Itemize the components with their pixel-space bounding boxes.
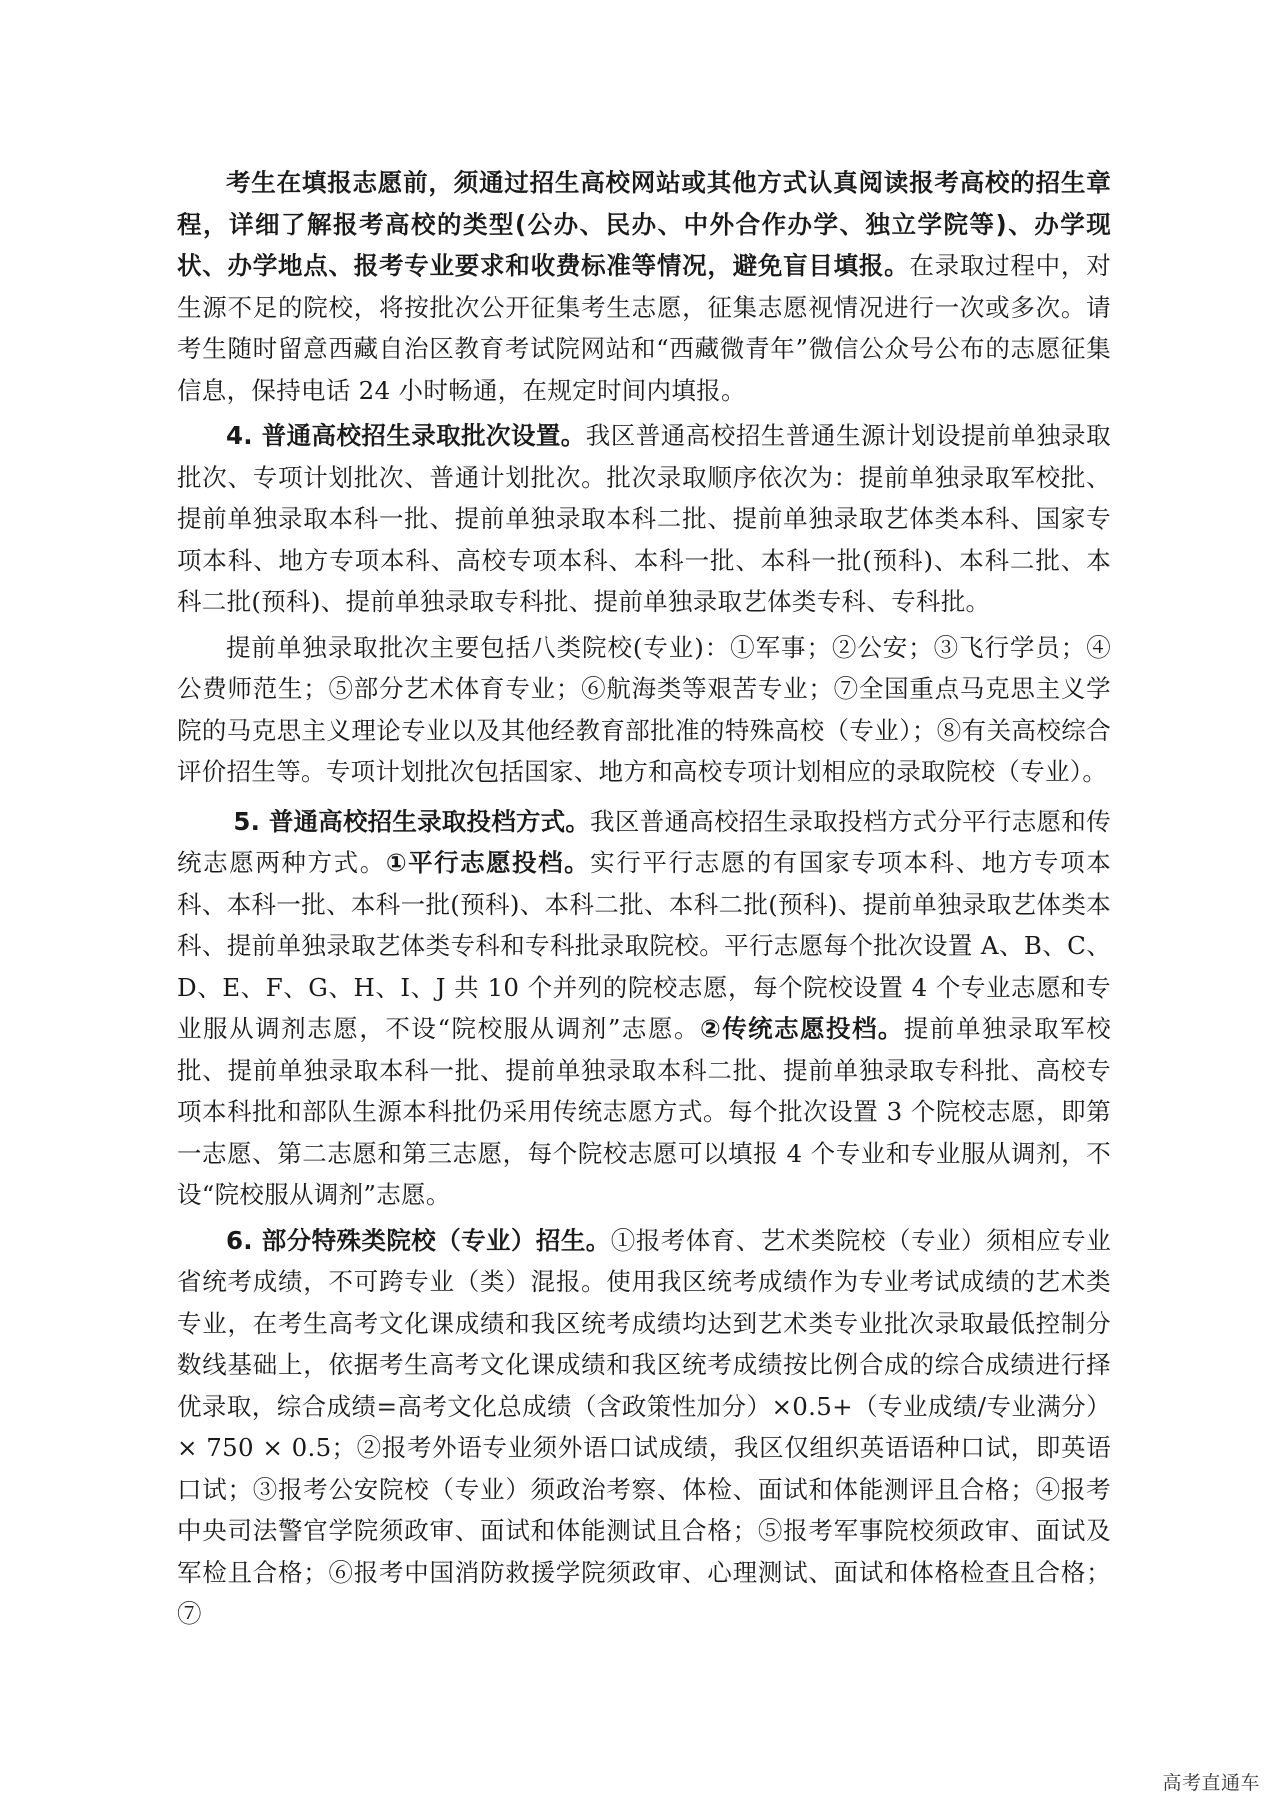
paragraph-special-colleges xyxy=(177,1220,1111,1635)
document-body xyxy=(177,162,1111,1635)
paragraph-text: 提前单独录取军校批、提前单独录取本科一批、提前单独录取本科二批、提前单独录取专科批、高校专项本科批和部队生源本科批仍采用传统志愿方式。每个批次设置 3 个院校志愿，即第一志愿、第二志愿和第三志愿，每个院校志愿可以填报 4 个专业和专业服从调剂，不设“院校服从调剂”志愿。 xyxy=(177,1014,1112,1209)
section-heading-4: 4. 普通高校招生录取批次设置。 xyxy=(226,421,586,450)
paragraph-early-admission xyxy=(177,627,1111,793)
paragraph-text: ①报考体育、艺术类院校（专业）须相应专业省统考成绩，不可跨专业（类）混报。使用我区统考成绩作为专业考试成绩的艺术类专业，在考生高考文化课成绩和我区统考成绩均达到艺术类专业批次录取最低控制分数线基础上，依据考生高考文化课成绩和我区统考成绩按比例合成的综合成绩进行择优录取，综合成绩=高考文化总成绩（含政策性加分）×0.5+（专业成绩/专业满分）× 750 × 0.5；②报考外语专业须外语口试成绩，我区仅组织英语语种口试，即英语口试；③报考公安院校（专业）须政治考察、体检、面试和体能测评且合格；④报考中央司法警官学院须政审、面试和体能测试且合格；⑤报考军事院校须政审、面试及军检且合格；⑥报考中国消防救援学院须政审、心理测试、面试和体格检查且合格；⑦ xyxy=(177,1225,1111,1628)
paragraph-text: 我区普通高校招生普通生源计划设提前单独录取批次、专项计划批次、普通计划批次。批次录取顺序依次为：提前单独录取军校批、提前单独录取本科一批、提前单独录取本科二批、提前单独录取艺体类本科、国家专项本科、地方专项本科、高校专项本科、本科一批、本科一批(预科)、本科二批、本科二批(预科)、提前单独录取专科批、提前单独录取艺体类专科、专科批。 xyxy=(177,421,1111,616)
paragraph-admission-batches xyxy=(177,415,1111,623)
paragraph-application-notice xyxy=(177,162,1111,411)
paragraph-filing-methods xyxy=(177,801,1111,1216)
sub-heading-parallel: ①平行志愿投档。 xyxy=(385,848,591,877)
watermark-label: 高考直通车 xyxy=(1162,1772,1260,1794)
paragraph-text: 在录取过程中，对生源不足的院校，将按批次公开征集考生志愿，征集志愿视情况进行一次或多次。请考生随时留意西藏自治区教育考试院网站和“西藏微青年”微信公众号公布的志愿征集信息，保持电话 24 小时畅通，在规定时间内填报。 xyxy=(177,251,1111,405)
section-heading-5: 5. 普通高校招生录取投档方式。 xyxy=(233,806,591,836)
sub-heading-traditional: ②传统志愿投档。 xyxy=(700,1014,904,1043)
paragraph-text: 实行平行志愿的有国家专项本科、地方专项本科、本科一批、本科一批(预科)、本科二批、本科二批(预科)、提前单独录取艺体类本科、提前单独录取艺体类专科和专科批录取院校。平行志愿每个批次设置 A、B、C、D、E、F、G、H、I、J 共 10 个并列的院校志愿，每个院校设置 4 个专业志愿和专业服从调剂志愿，不设“院校服从调剂”志愿。 xyxy=(177,848,1112,1043)
paragraph-text: 我区普通高校招生录取投档方式分平行志愿和传统志愿两种方式。 xyxy=(177,806,1111,877)
paragraph-bold-notice: 考生在填报志愿前，须通过招生高校网站或其他方式认真阅读报考高校的招生章程，详细了解报考高校的类型(公办、民办、中外合作办学、独立学院等)、办学现状、办学地点、报考专业要求和收费标准等情况，避免盲目填报。 xyxy=(177,168,1111,280)
paragraph-text: 提前单独录取批次主要包括八类院校(专业)：①军事；②公安；③飞行学员；④公费师范生；⑤部分艺术体育专业；⑥航海类等艰苦专业；⑦全国重点马克思主义学院的马克思主义理论专业以及其他经教育部批准的特殊高校（专业）；⑧有关高校综合评价招生等。专项计划批次包括国家、地方和高校专项计划相应的录取院校（专业）。 xyxy=(177,632,1111,786)
section-heading-6: 6. 部分特殊类院校（专业）招生。 xyxy=(226,1225,611,1255)
